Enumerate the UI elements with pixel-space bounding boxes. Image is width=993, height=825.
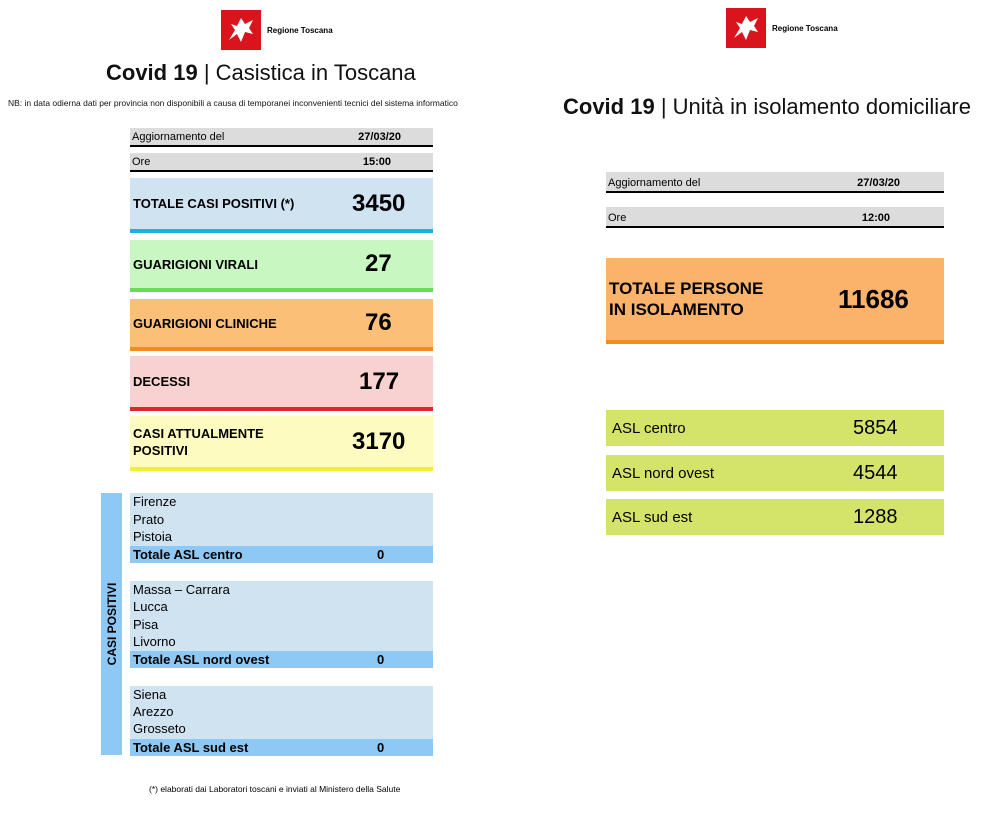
title-bold: Covid 19: [106, 60, 198, 85]
logo-text: Regione Toscana: [772, 23, 838, 33]
province-item: Firenze: [133, 494, 177, 509]
asl-label: ASL nord ovest: [612, 464, 715, 482]
stat-deaths: [130, 356, 433, 411]
province-item: Massa – Carrara: [133, 582, 230, 597]
asl-value: 4544: [853, 461, 898, 484]
province-item: Prato: [133, 512, 165, 527]
stat-value: 76: [365, 309, 392, 336]
asl-label: ASL sud est: [612, 508, 693, 526]
pegasus-icon: [726, 8, 766, 48]
update-value: 27/03/20: [857, 177, 900, 189]
province-item: Pisa: [133, 617, 159, 632]
total-isolation-label: [609, 278, 763, 320]
stat-value: 177: [359, 367, 400, 395]
title-rest: | Unità in isolamento domiciliare: [654, 94, 971, 119]
stat-label: GUARIGIONI VIRALI: [133, 256, 258, 272]
time-value: 15:00: [362, 156, 391, 168]
update-row: [130, 128, 433, 147]
update-value: 27/03/20: [358, 131, 401, 143]
province-item: Livorno: [133, 634, 176, 649]
total-value: 0: [377, 740, 385, 755]
notice-text: NB: in data odierna dati per provincia non disponibili a causa di temporanei inconvenienti tecnici del sistema informatico: [8, 98, 458, 108]
page-title-left: [106, 60, 416, 86]
total-label: Totale ASL centro: [133, 547, 243, 562]
stat-currently-positive: [130, 416, 433, 471]
total-label: Totale ASL nord ovest: [133, 652, 270, 667]
pegasus-icon: [221, 10, 261, 50]
page-title-right: [563, 94, 971, 120]
time-value: 12:00: [861, 212, 890, 224]
positive-cases-side-label: [101, 493, 122, 755]
asl-centro-total-row: [130, 546, 433, 563]
stat-value: 3450: [352, 189, 406, 217]
update-label: Aggiornamento del: [608, 177, 701, 189]
asl-row-nord-ovest: [606, 455, 944, 491]
footnote: (*) elaborati dai Laboratori toscani e inviati al Ministero della Salute: [149, 784, 401, 794]
total-isolation-value: 11686: [838, 283, 909, 314]
side-label-text: CASI POSITIVI: [104, 582, 119, 666]
total-label: Totale ASL sud est: [133, 740, 249, 755]
province-item: Lucca: [133, 599, 168, 614]
asl-row-sud-est: [606, 499, 944, 535]
time-label: Ore: [132, 156, 151, 168]
total-isolation-box: [606, 258, 944, 344]
province-item: Grosseto: [133, 721, 186, 736]
stat-total-positive: [130, 178, 433, 233]
asl-sud-est-total-row: [130, 739, 433, 756]
asl-nord-ovest-total-row: [130, 651, 433, 668]
province-item: Siena: [133, 687, 167, 702]
stat-clinical-recoveries: [130, 299, 433, 351]
stat-label: GUARIGIONI CLINICHE: [133, 315, 277, 331]
asl-label: ASL centro: [612, 419, 686, 437]
province-item: Pistoia: [133, 529, 173, 544]
title-rest: | Casistica in Toscana: [197, 60, 416, 85]
stat-value: 27: [365, 250, 392, 277]
update-label: Aggiornamento del: [132, 131, 225, 143]
regione-toscana-logo: [221, 8, 333, 52]
stat-label: TOTALE CASI POSITIVI (*): [133, 196, 295, 211]
total-value: 0: [377, 652, 385, 667]
stat-viral-recoveries: [130, 240, 433, 292]
time-row-right: [606, 207, 944, 228]
asl-value: 1288: [853, 505, 898, 528]
stat-label: CASI ATTUALMENTE POSITIVI: [133, 425, 264, 458]
logo-text: Regione Toscana: [267, 25, 333, 35]
time-row: [130, 153, 433, 172]
title-bold: Covid 19: [563, 94, 655, 119]
asl-value: 5854: [853, 416, 898, 439]
update-row-right: [606, 172, 944, 193]
province-item: Arezzo: [133, 704, 174, 719]
regione-toscana-logo-right: [726, 6, 838, 50]
time-label: Ore: [608, 212, 627, 224]
asl-row-centro: [606, 410, 944, 446]
total-value: 0: [377, 547, 385, 562]
label-line-2: IN ISOLAMENTO: [609, 300, 744, 319]
label-line-1: TOTALE PERSONE: [609, 279, 764, 298]
stat-value: 3170: [352, 427, 406, 455]
stat-label: DECESSI: [133, 374, 191, 389]
